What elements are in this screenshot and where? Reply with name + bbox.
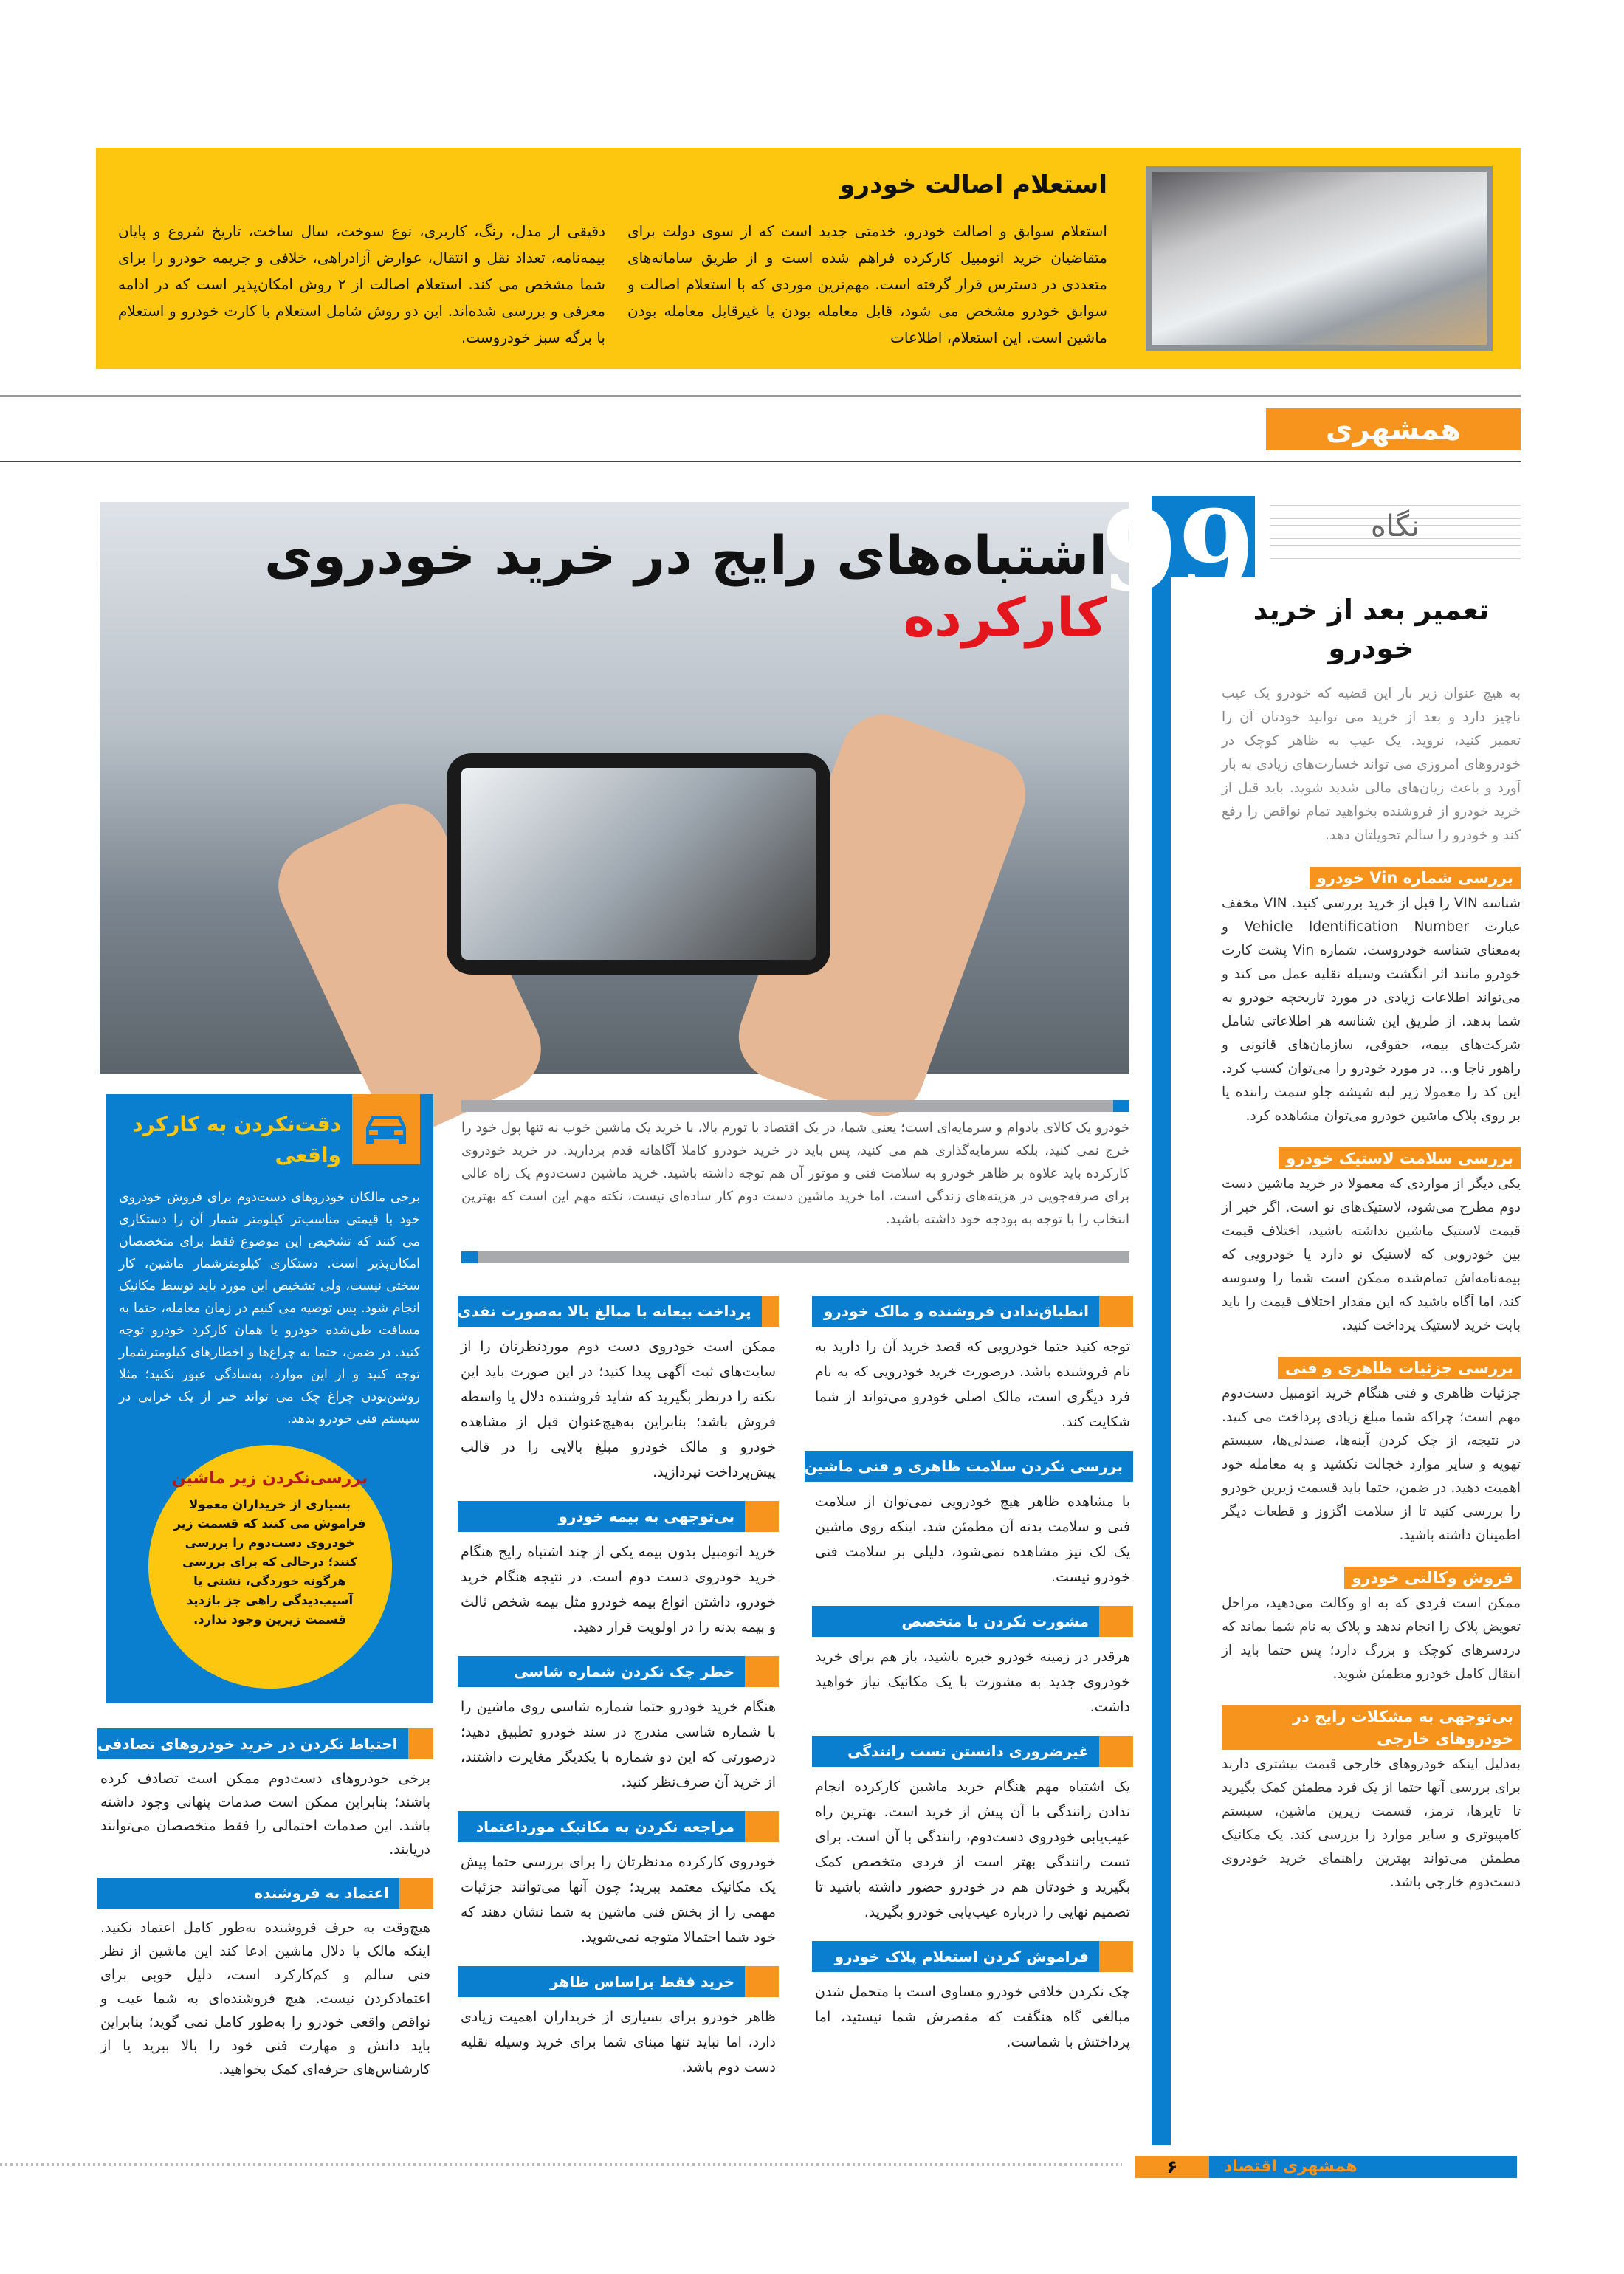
article-column	[458, 1296, 779, 2096]
article-section	[97, 1728, 433, 1861]
divider	[0, 395, 1521, 397]
car-key-photo	[1146, 166, 1493, 351]
intro-paragraph: خودرو یک کالای بادوام و سرمایه‌ای است؛ یعنی شما، در یک اقتصاد با تورم بالا، با خرید یک ماشین خوب نه تنها پول خود را خرج نمی کنید، بلکه سرمایه‌گذاری هم می کنید، پس باید در خرید خودرو کاملا آگاهانه قدم بردارید. در خرید خودروی کارکرده باید علاوه بر ظاهر خودرو به سلامت فنی و موتور آن هم توجه داشته باشید. خرید ماشین دست‌دوم یک راه عالی برای صرفه‌جویی در هزینه‌های زندگی است، اما خرید ماشین دست دوم کار ساده‌ای نیست، نکته مهم این است که بهترین انتخاب را با توجه به بودجه خود داشته باشید.	[461, 1120, 1129, 1227]
section-text: هرقدر در زمینه خودرو خبره باشید، باز هم برای خرید خودروی جدید به مشورت با یک مکانیک نیاز خواهید داشت.	[815, 1649, 1130, 1715]
opinion-sections	[1222, 848, 1521, 1895]
section-heading	[97, 1728, 433, 1759]
inquiry-box-title: استعلام اصالت خودرو	[839, 170, 1107, 199]
section-heading-text: بررسی نکردن سلامت ظاهری و فنی ماشین	[805, 1451, 1133, 1482]
section-text: جزئیات ظاهری و فنی هنگام خرید اتومبیل دست‌دوم مهم است؛ چراکه شما مبلغ زیادی پرداخت می کنید. در نتیجه، از چک کردن آینه‌ها، صندلی‌ها، سیستم تهویه و سایر موارد خجالت نکشید و به معامله خود اهمیت دهید. در ضمن، حتما باید قسمت زیرین خودرو را بررسی کنید تا از سلامت اگزوز و قطعات دیگر اطمینان داشته باشید.	[1222, 1386, 1521, 1543]
section-heading	[804, 1451, 1133, 1482]
section-heading: بی‌توجهی به مشکلات رایج در خودروهای خارجی	[1222, 1706, 1521, 1750]
section-text: توجه کنید حتما خودرویی که قصد خرید آن را دارید به نام فروشنده باشد. درصورت خرید خودرویی که به نام فرد دیگری است، مالک اصلی خودرو می‌تواند از شما شکایت کند.	[815, 1339, 1130, 1430]
opinion-title: تعمیر بعد از خرید خودرو	[1253, 594, 1490, 664]
article-section	[812, 1941, 1133, 2055]
page-footer	[1135, 2156, 1517, 2178]
heading-accent	[762, 1296, 779, 1327]
section-text: خرید اتومبیل بدون بیمه یکی از چند اشتباه رایج هنگام خرید خودروی دست دوم است. در نتیجه هنگام خرید خودرو، داشتن انواع بیمه خودرو مثل بیمه شخص ثالث و بیمه بدنه را در اولویت قرار دهید.	[461, 1544, 776, 1635]
heading-accent	[408, 1728, 434, 1759]
article-column	[804, 1296, 1133, 2071]
section-heading	[812, 1941, 1133, 1972]
article-section	[812, 1296, 1133, 1435]
section-heading: بررسی شماره Vin خودرو	[1310, 867, 1521, 889]
section-heading	[458, 1811, 779, 1842]
section-heading	[458, 1966, 779, 1997]
headline-accent: کارکرده	[903, 586, 1107, 648]
section-text: ممکن است خودروی دست دوم موردنظرتان را از سایت‌های ثبت آگهی پیدا کنید؛ در این صورت باید این نکته را درنظر بگیرید که شاید فروشنده دلال یا واسطه فروش باشد؛ بنابراین به‌هیچ‌عنوان قبل از مشاهده خودرو و مالک خودرو مبلغ بالایی را در قالب پیش‌پرداخت نپردازید.	[461, 1339, 776, 1480]
section-text: هنگام خرید خودرو حتما شماره شاسی روی ماشین را با شماره شاسی مندرج در سند خودرو تطبیق دهید؛ درصورتی که این دو شماره با یکدیگر مغایرت داشتند، از خرید آن صرف‌نظر کنید.	[461, 1699, 776, 1790]
article-section	[458, 1501, 779, 1640]
heading-accent	[745, 1966, 779, 1997]
page-number: ۶	[1135, 2156, 1209, 2178]
car-icon	[352, 1094, 420, 1164]
section-heading	[812, 1736, 1133, 1767]
heading-accent	[1099, 1606, 1133, 1637]
heading-accent	[1099, 1296, 1133, 1327]
section-heading	[812, 1296, 1133, 1327]
main-photo	[100, 502, 1129, 1074]
section-heading-text: مراجعه نکردن به مکانیک مورداعتماد	[458, 1811, 745, 1842]
section-text: شناسه VIN را قبل از خرید بررسی کنید. VIN مخفف عبارت Vehicle Identification Number و به‌معنای شناسه خودروست. شماره Vin پشت کارت خودرو مانند اثر انگشت وسیله نقلیه عمل می کند و می‌تواند اطلاعات زیادی در مورد تاریخچه خودرو به شما بدهد. از طریق این شناسه هر اطلاعاتی شامل شرکت‌های بیمه، حقوقی، سازمان‌های قانونی و راهور ناجا و... در مورد خودرو را می‌توان کسب کرد. این کد را معمولا زیر لبه شیشه جلو سمت راننده یا بر روی پلاک ماشین خودرو می‌توان مشاهده کرد.	[1222, 896, 1521, 1124]
quote-icon: 99	[1101, 487, 1255, 616]
heading-accent	[1099, 1941, 1133, 1972]
inquiry-box-text: استعلام سوابق و اصالت خودرو، خدمتی جدید است که از سوی دولت برای متقاضیان خرید اتومبیل کارکرده فراهم شده است و از طریق سامانه‌های متعددی در دسترس قرار گرفته است. مهم‌ترین موردی که با استعلام اصالت و سوابق خودرو مشخص می شود، قابل معامله بودن یا غیرقابل معامله بودن ماشین است. این استعلام، اطلاعات	[627, 222, 1107, 346]
section-heading-text: پرداخت بیعانه با مبالغ بالا به‌صورت نقدی	[458, 1296, 762, 1327]
section-text: چک نکردن خلافی خودرو مساوی است با متحمل شدن مبالغی گاه هنگفت که مقصرش شما نیستید، اما پرداختش با شماست.	[815, 1984, 1130, 2050]
section-text: ظاهر خودرو برای بسیاری از خریداران اهمیت زیادی دارد، اما نباید تنها مبنای شما برای خرید وسیله نقلیه دست دوم باشد.	[461, 2009, 776, 2075]
mileage-box-text: برخی مالکان خودروهای دست‌دوم برای فروش خودروی خود با قیمتی مناسب‌تر کیلومتر شمار آن را دستکاری می کنند که تشخیص این موضوع فقط برای متخصصان امکان‌پذیر است. دستکاری کیلومترشمار ماشین، کار سختی نیست، ولی تشخیص این مورد باید توسط مکانیک انجام شود. پس توصیه می کنیم در زمان معامله، حتما به مسافت طی‌شده خودرو یا همان کارکرد خودرو توجه کنید. در ضمن، حتما به چراغ‌ها و اخطارهای کیلومترشمار توجه کنید و از این موارد، به‌سادگی عبور نکنید؛ مثلا روشن‌بودن چراغ چک می تواند خبر از یک خرابی در سیستم فنی خودرو بدهد.	[119, 1190, 420, 1426]
article-section	[812, 1606, 1133, 1720]
article-section	[804, 1451, 1133, 1590]
callout-text: بسیاری از خریداران معمولا فراموش می کنند که قسمت زیر خودروی دست‌دوم را بررسی کنند؛ درحالی که برای بررسی هرگونه خوردگی، نشتی یا آسیب‌دیدگی راهی جز بازدید قسمت زیرین وجود ندارد.	[173, 1497, 366, 1627]
accent-bar	[1152, 502, 1171, 2145]
section-text: یک اشتباه مهم هنگام خرید ماشین کارکرده انجام ندادن رانندگی با آن پیش از خرید است. بهترین راه عیب‌یابی خودروی دست‌دوم، رانندگی با آن است. برای تست رانندگی بهتر است از فردی متخصص کمک بگیرید و خودتان هم در خودرو حضور داشته باشید تا تصمیم نهایی را درباره عیب‌یابی خودرو بگیرید.	[815, 1779, 1130, 1920]
phone-image	[447, 753, 830, 975]
section-heading-text: مشورت نکردن با متخصص	[812, 1606, 1099, 1637]
section-text: به‌دلیل اینکه خودروهای خارجی قیمت بیشتری دارند برای بررسی آنها حتما از یک فرد مطمئن کمک بگیرید تا تایرها، ترمز، قسمت زیرین ماشین، سیستم کامپیوتری و سایر موارد را بررسی کند. یک مکانیک مطمئن می‌تواند بهترین راهنمای خرید خودروی دست‌دوم خارجی باشد.	[1222, 1756, 1521, 1890]
section-heading	[458, 1501, 779, 1532]
heading-accent	[745, 1656, 779, 1687]
article-section	[458, 1296, 779, 1485]
section-heading-text: انطباق‌ندادن فروشنده و مالک خودرو	[812, 1296, 1099, 1327]
heading-accent	[399, 1878, 433, 1909]
divider	[0, 461, 1521, 462]
article-section	[97, 1878, 433, 2081]
mileage-box	[106, 1094, 433, 1703]
article-section	[812, 1736, 1133, 1925]
section-heading-text: خرید فقط براساس ظاهر	[458, 1966, 745, 1997]
article-column	[97, 1728, 433, 2098]
headline	[100, 524, 1107, 648]
dotted-divider	[0, 2163, 1122, 2166]
article-section	[458, 1656, 779, 1795]
opinion-column	[1222, 591, 1521, 1895]
section-name: همشهری اقتصاد	[1209, 2156, 1517, 2178]
section-text: خودروی کارکرده مدنظرتان را برای بررسی حتما پیش یک مکانیک معتمد ببرید؛ چون آنها می‌توانند جزئیات مهمی را از بخش فنی ماشین به شما نشان دهند که خود شما احتمالا متوجه نمی‌شوید.	[461, 1854, 776, 1945]
section-heading	[97, 1878, 433, 1909]
heading-accent	[1099, 1736, 1133, 1767]
section-heading-text: فراموش کردن استعلام پلاک خودرو	[812, 1941, 1099, 1972]
section-heading: بررسی جزئیات ظاهری و فنی	[1278, 1357, 1521, 1379]
section-heading-text: غیرضروری دانستن تست رانندگی	[812, 1736, 1099, 1767]
section-text: برخی خودروهای دست‌دوم ممکن است تصادف کرده باشند؛ بنابراین ممکن است صدمات پنهانی وجود داشته باشد. این صدمات احتمالی را فقط متخصصان می‌توانند دریابند.	[100, 1770, 430, 1858]
section-heading-text: احتیاط نکردن در خرید خودروهای تصادفی	[97, 1728, 408, 1759]
section-heading	[458, 1296, 779, 1327]
section-heading-text: بی‌توجهی به بیمه خودرو	[458, 1501, 745, 1532]
left-column	[97, 1094, 433, 2098]
callout-title: بررسی‌نکردن زیر ماشین	[171, 1469, 368, 1488]
opinion-lead: به هیچ عنوان زیر بار این قضیه که خودرو یک عیب ناچیز دارد و بعد از خرید می توانید خودتان آن را تعمیر کنید، نروید. یک عیب به ظاهر کوچک در خودروهای امروزی می تواند خسارت‌های زیادی به بار آورد و باعث زیان‌های مالی شدید شوید. باید قبل از خرید خودرو از فروشنده بخواهید تمام نواقص را رفع کند و خودرو را سالم تحویلتان دهد.	[1222, 686, 1521, 843]
section-heading-text: اعتماد به فروشنده	[97, 1878, 399, 1909]
column-label: نگاه	[1370, 509, 1420, 543]
section-text: یکی دیگر از مواردی که معمولا در خرید ماشین دست دوم مطرح می‌شود، لاستیک‌های نو است. اگر خبر از قیمت لاستیک ماشین نداشته باشید، اختلاف قیمت بین خودرویی که لاستیک نو دارد یا خودرویی که بیمه‌نامه‌اش تمام‌شده ممکن است شما را وسوسه کند، اما آگاه باشید که این مقدار اختلاف قیمت را باید بابت خرید لاستیک پرداخت کنید.	[1222, 1176, 1521, 1333]
article-section	[458, 1811, 779, 1950]
hamshahri-logo: همشهری	[1266, 408, 1521, 450]
section-heading	[458, 1656, 779, 1687]
heading-accent	[745, 1501, 779, 1532]
section-text: ممکن است فردی که به او وکالت می‌دهید، مراحل تعویض پلاک را انجام ندهد و پلاک به نام شما بماند که دردسرهای کوچک و بزرگ دارد؛ پس حتما باید از انتقال کامل خودرو مطمئن شوید.	[1222, 1595, 1521, 1682]
inquiry-box-text: دقیقی از مدل، رنگ، کاربری، نوع سوخت، سال ساخت، تاریخ شروع و پایان بیمه‌نامه، تعداد نقل و انتقال، عوارض آزادراهی، خلافی و جریمه خودرو را برای شما مشخص می کند. استعلام اصالت از ۲ روش امکان‌پذیر است که در ادامه معرفی و بررسی شده‌اند. این دو روش شامل استعلام با کارت خودرو و استعلام با برگه سبز خودروست.	[118, 222, 606, 346]
underbody-callout	[148, 1445, 392, 1689]
section-heading: فروش وکالتی خودرو	[1344, 1567, 1521, 1589]
headline-text: اشتباه‌های رایج در خرید خودروی	[264, 524, 1107, 586]
heading-accent	[745, 1811, 779, 1842]
section-text: هیچ‌وقت به حرف فروشنده به‌طور کامل اعتماد نکنید. اینکه مالک یا دلال ماشین ادعا کند این ماشین از نظر فنی سالم و کم‌کارکرد است، دلیل خوبی برای اعتمادکردن نیست. هیچ فروشنده‌ای به شما عیب و نواقص واقعی خودرو را به‌طور کامل نمی گوید؛ بنابراین باید دانش و مهارت فنی خود را بالا ببرید یا از کارشناس‌های حرفه‌ای کمک بخواهید.	[100, 1920, 430, 2078]
section-heading-text: خطر چک نکردن شماره شاسی	[458, 1656, 745, 1687]
divider-bar	[461, 1100, 1129, 1112]
section-heading	[812, 1606, 1133, 1637]
section-text: با مشاهده ظاهر هیچ خودرویی نمی‌توان از سلامت فنی و سلامت بدنه آن مطمئن شد. اینکه روی ماشین یک لک نیز مشاهده نمی‌شود، دلیلی بر سلامت فنی خودرو نیست.	[815, 1494, 1130, 1585]
article-section	[458, 1966, 779, 2080]
mileage-box-title: دقت‌نکردن به کارکرد واقعی	[132, 1112, 341, 1167]
inquiry-box	[96, 148, 1521, 369]
divider-bar	[461, 1251, 1129, 1263]
section-heading: بررسی سلامت لاستیک خودرو	[1279, 1147, 1521, 1169]
